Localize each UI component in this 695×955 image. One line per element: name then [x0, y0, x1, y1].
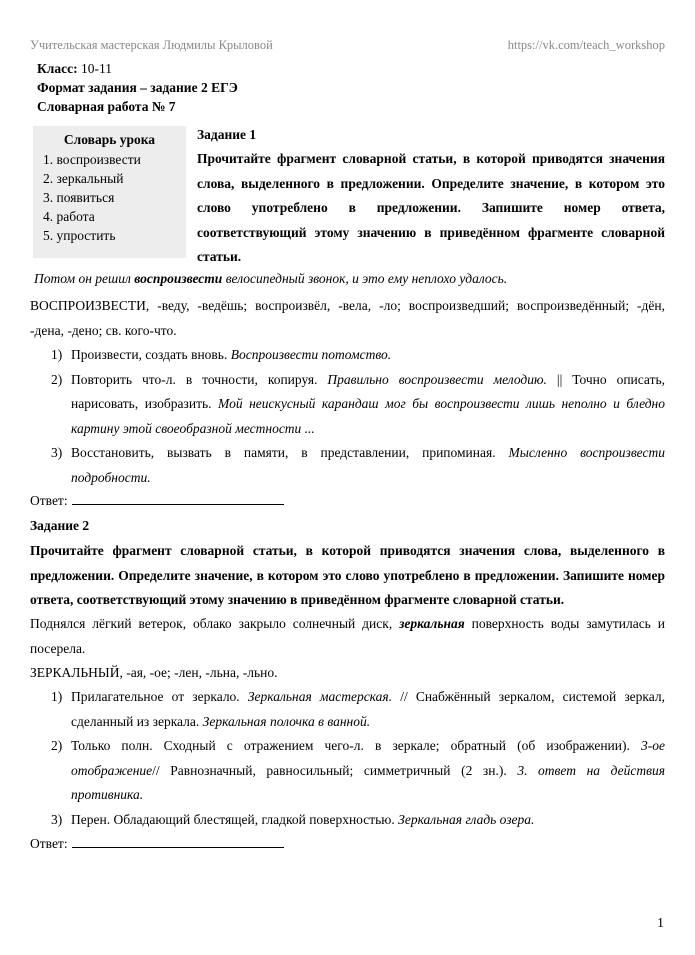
- task1-answer: [30, 489, 665, 514]
- meaning-item: 3) Перен. Обладающий блестящей, гладкой поверхностью. Зеркальная гладь озера.: [51, 811, 535, 827]
- meaning-item: 3) Восстановить, вызвать в памяти, в представлении, припоминая. Мысленно воспроизвести подробности.: [51, 445, 665, 485]
- document-meta: [37, 59, 238, 116]
- work-title: Словарная работа № 7: [37, 99, 176, 114]
- meaning-item: 2) Повторить что-л. в точности, копируя. Правильно воспроизвести мелодию. || Точно описать, нарисовать, изобразить. Мой неискусный карандаш мог бы воспроизвести лишь неполно и бледно картину этой своеобразной местности ...: [51, 371, 666, 436]
- page-header: [30, 38, 665, 54]
- header-link[interactable]: https://vk.com/teach_workshop: [507, 38, 665, 52]
- task1-title: Задание 1: [197, 127, 257, 142]
- task1-meanings: [30, 343, 665, 490]
- vocab-item: 2. зеркальный: [43, 171, 124, 186]
- meaning-item: 1) Произвести, создать вновь. Воспроизвести потомство.: [51, 347, 392, 362]
- answer-line[interactable]: [72, 490, 284, 505]
- class-value: 10-11: [80, 61, 112, 76]
- task1-intro: [197, 125, 665, 270]
- task2-instruction: Прочитайте фрагмент словарной статьи, в которой приводятся значения слова, выделенного в предложении. Определите значение, в котором это слово употреблено в предложении. Запишите номер ответа, соответствующий этому значению в приведённом фрагменте словарной статьи.: [30, 543, 665, 607]
- task1-entry: ВОСПРОИЗВЕСТИ, -веду, -ведёшь; воспроизвёл, -вела, -ло; воспроизведший; воспроизведённый; -дён, -дена, -дено; св. кого-что.: [30, 298, 665, 338]
- class-label: Класс:: [37, 61, 78, 76]
- format-line: Формат задания – задание 2 ЕГЭ: [37, 80, 238, 95]
- task1-instruction: Прочитайте фрагмент словарной статьи, в которой приводятся значения слова, выделенного в предложении. Определите значение, в котором это слово употреблено в предложении. Запишите номер ответа, соответствующий этому значению в приведённом фрагменте словарной статьи.: [197, 151, 665, 264]
- vocab-list: [43, 150, 186, 245]
- task1-sentence: Потом он решил воспроизвести велосипедный звонок, и это ему неплохо удалось.: [34, 271, 508, 286]
- task2-highlight-word: зеркальная: [399, 616, 465, 631]
- task2-title: Задание 2: [30, 518, 90, 533]
- answer-line[interactable]: [72, 833, 284, 848]
- meaning-item: 1) Прилагательное от зеркало. Зеркальная мастерская. // Снабжённый зеркалом, системой зеркал, сделанный из зеркала. Зеркальная полочка в ванной.: [51, 689, 665, 729]
- task2-answer: [30, 832, 665, 857]
- vocab-item: 3. появиться: [43, 190, 115, 205]
- meaning-item: 2) Только полн. Сходный с отражением чего-л. в зеркале; обратный (об изображении). 3-ое отображение// Равнозначный, равносильный; симметричный (2 зн.). 3. ответ на действия противника.: [51, 738, 665, 802]
- header-author: Учительская мастерская Людмилы Крыловой: [30, 38, 273, 52]
- class-line: [37, 59, 238, 78]
- task2-meanings: [30, 685, 665, 832]
- vocab-item: 5. упростить: [43, 228, 116, 243]
- answer-label: Ответ:: [30, 836, 68, 851]
- vocab-item: 4. работа: [43, 209, 95, 224]
- vocab-box: [33, 126, 186, 258]
- answer-label: Ответ:: [30, 493, 68, 508]
- task2-sentence: Поднялся лёгкий ветерок, облако закрыло солнечный диск, зеркальная поверхность воды замутилась и посерела.: [30, 616, 665, 656]
- page-number: 1: [657, 916, 664, 931]
- task1-highlight-word: воспроизвести: [134, 271, 223, 286]
- vocab-title: Словарь урока: [63, 132, 156, 147]
- task2-entry: ЗЕРКАЛЬНЫЙ, -ая, -ое; -лен, -льна, -льно.: [30, 665, 278, 680]
- vocab-item: 1. воспроизвести: [43, 152, 141, 167]
